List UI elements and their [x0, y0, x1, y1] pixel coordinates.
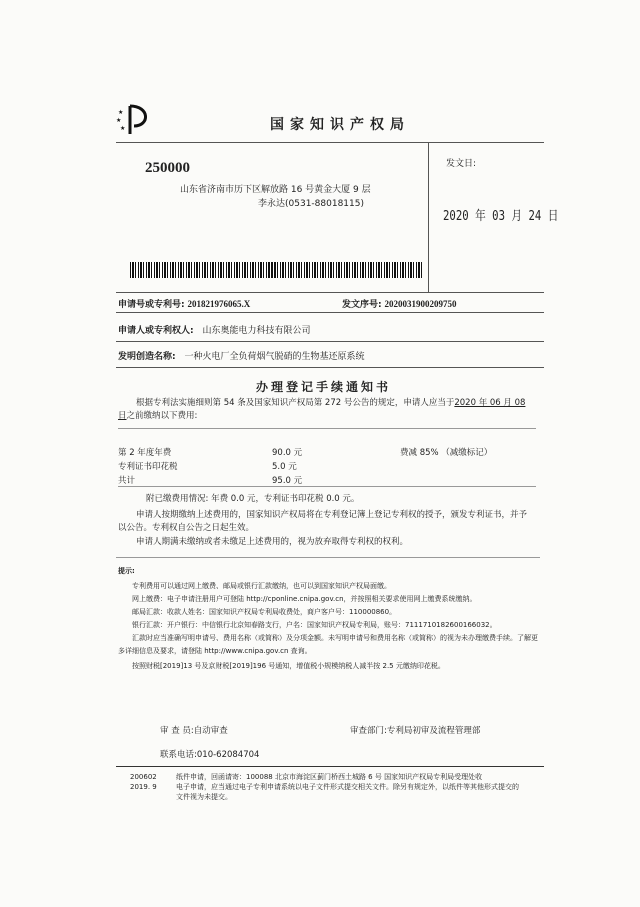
- footer-line: 文件视为未提交。: [176, 793, 232, 801]
- notice-paragraph: 申请人期满未缴纳或者未缴足上述费用的，视为放弃取得专利权的权利。: [136, 537, 409, 547]
- app-no: 201821976065.X: [187, 299, 251, 309]
- fee-amount: 90.0 元: [272, 448, 303, 458]
- payment-deadline: 2020 年 06 月 08 日: [118, 398, 526, 421]
- zip-code: 250000: [145, 160, 190, 176]
- notice-title: 办理登记手续通知书: [256, 380, 392, 394]
- divider: [116, 142, 544, 143]
- fee-reduction: 费减 85% （减缴标记）: [400, 448, 493, 458]
- tip-line: 专利费用可以通过网上缴费、邮局或银行汇款缴纳，也可以到国家知识产权局面缴。: [132, 582, 391, 590]
- fee-amount: 5.0 元: [272, 462, 297, 472]
- divider: [428, 142, 429, 292]
- applicant-label: 申请人或专利权人:: [118, 326, 194, 336]
- divider: [116, 766, 544, 767]
- divider: [118, 486, 536, 487]
- tip-line: 汇款时应当准确写明申请号、费用名称（或简称）及分项金额。未写明申请号和费用名称（或简称）的视为未办理缴费手续。了解更多详细信息及要求，请登陆 http://www.cnipa.gov.cn 查询。: [118, 634, 538, 656]
- recipient-contact: 李永达(0531-88018115): [258, 199, 364, 209]
- barcode: [272, 262, 422, 278]
- divider: [118, 428, 536, 429]
- recipient-address: 山东省济南市历下区解放路 16 号黄金大厦 9 层: [180, 185, 371, 195]
- sent-date-label: 发文日:: [446, 159, 477, 169]
- sent-date: 2020 年 03 月 24 日: [443, 209, 559, 224]
- invention-title: 一种火电厂全负荷烟气脱硝的生物基还原系统: [184, 352, 365, 362]
- divider: [116, 367, 544, 368]
- svg-text:★: ★: [120, 125, 126, 132]
- fee-name: 专利证书印花税: [118, 462, 178, 472]
- app-no-label: 申请号或专利号:: [118, 300, 185, 310]
- cnipa-logo: [116, 100, 156, 138]
- barcode: [130, 262, 280, 278]
- form-number: 200602: [130, 773, 157, 781]
- doc-no: 2020031900209750: [384, 299, 457, 309]
- footer-line: 电子申请，应当通过电子专利申请系统以电子文件形式提交相关文件。除另有规定外，以纸件等其他形式提交的: [176, 783, 519, 791]
- fee-name: 第 2 年度年费: [118, 448, 172, 458]
- svg-text:★: ★: [118, 109, 124, 116]
- applicant: 山东奥能电力科技有限公司: [202, 326, 311, 336]
- footer-line: 纸件申请，回函请寄：100088 北京市海淀区蓟门桥西土城路 6 号 国家知识产权局专利局受理处收: [176, 773, 483, 781]
- tip-line: 按照财税[2019]13 号及京财税[2019]196 号通知，增值税小规模纳税人减半按 2.5 元缴纳印花税。: [132, 662, 445, 670]
- review-department: 审查部门:专利局初审及流程管理部: [350, 726, 481, 736]
- divider: [116, 292, 544, 293]
- tip-line: 银行汇款：开户银行：中信银行北京知春路支行，户名：国家知识产权局专利局，账号：7111710182600166032。: [132, 621, 497, 629]
- org-name: 国家知识产权局: [270, 117, 410, 133]
- tip-line: 邮局汇款：收款人姓名：国家知识产权局专利局收费处，商户客户号：110000860。: [132, 608, 397, 616]
- tips-heading: 提示:: [118, 567, 135, 575]
- doc-no-label: 发文序号:: [342, 300, 382, 310]
- reviewer: 审 查 员:自动审查: [160, 726, 228, 736]
- fee-total-label: 共计: [118, 476, 136, 486]
- tip-line: 网上缴费：电子申请注册用户可登陆 http://cponline.cnipa.gov.cn，并按照相关要求使用网上缴费系统缴纳。: [132, 595, 477, 603]
- contact-phone: 联系电话:010-62084704: [160, 750, 260, 760]
- notice-paragraph: 申请人按期缴纳上述费用的，国家知识产权局将在专利登记簿上登记专利权的授予，颁发专利证书，并予以公告。专利权自公告之日起生效。: [118, 510, 528, 533]
- divider: [116, 557, 540, 558]
- divider: [116, 341, 544, 342]
- fee-total-amount: 95.0 元: [272, 476, 303, 486]
- svg-text:★: ★: [116, 117, 122, 124]
- invention-label: 发明创造名称:: [118, 352, 176, 362]
- form-date: 2019. 9: [130, 783, 157, 791]
- notice-intro: 根据专利法实施细则第 54 条及国家知识产权局第 272 号公告的规定，申请人应当于2020 年 06 月 08 日之前缴纳以下费用:: [118, 398, 526, 421]
- divider: [116, 312, 544, 313]
- paid-fees: 附已缴费用情况: 年费 0.0 元，专利证书印花税 0.0 元。: [146, 494, 360, 504]
